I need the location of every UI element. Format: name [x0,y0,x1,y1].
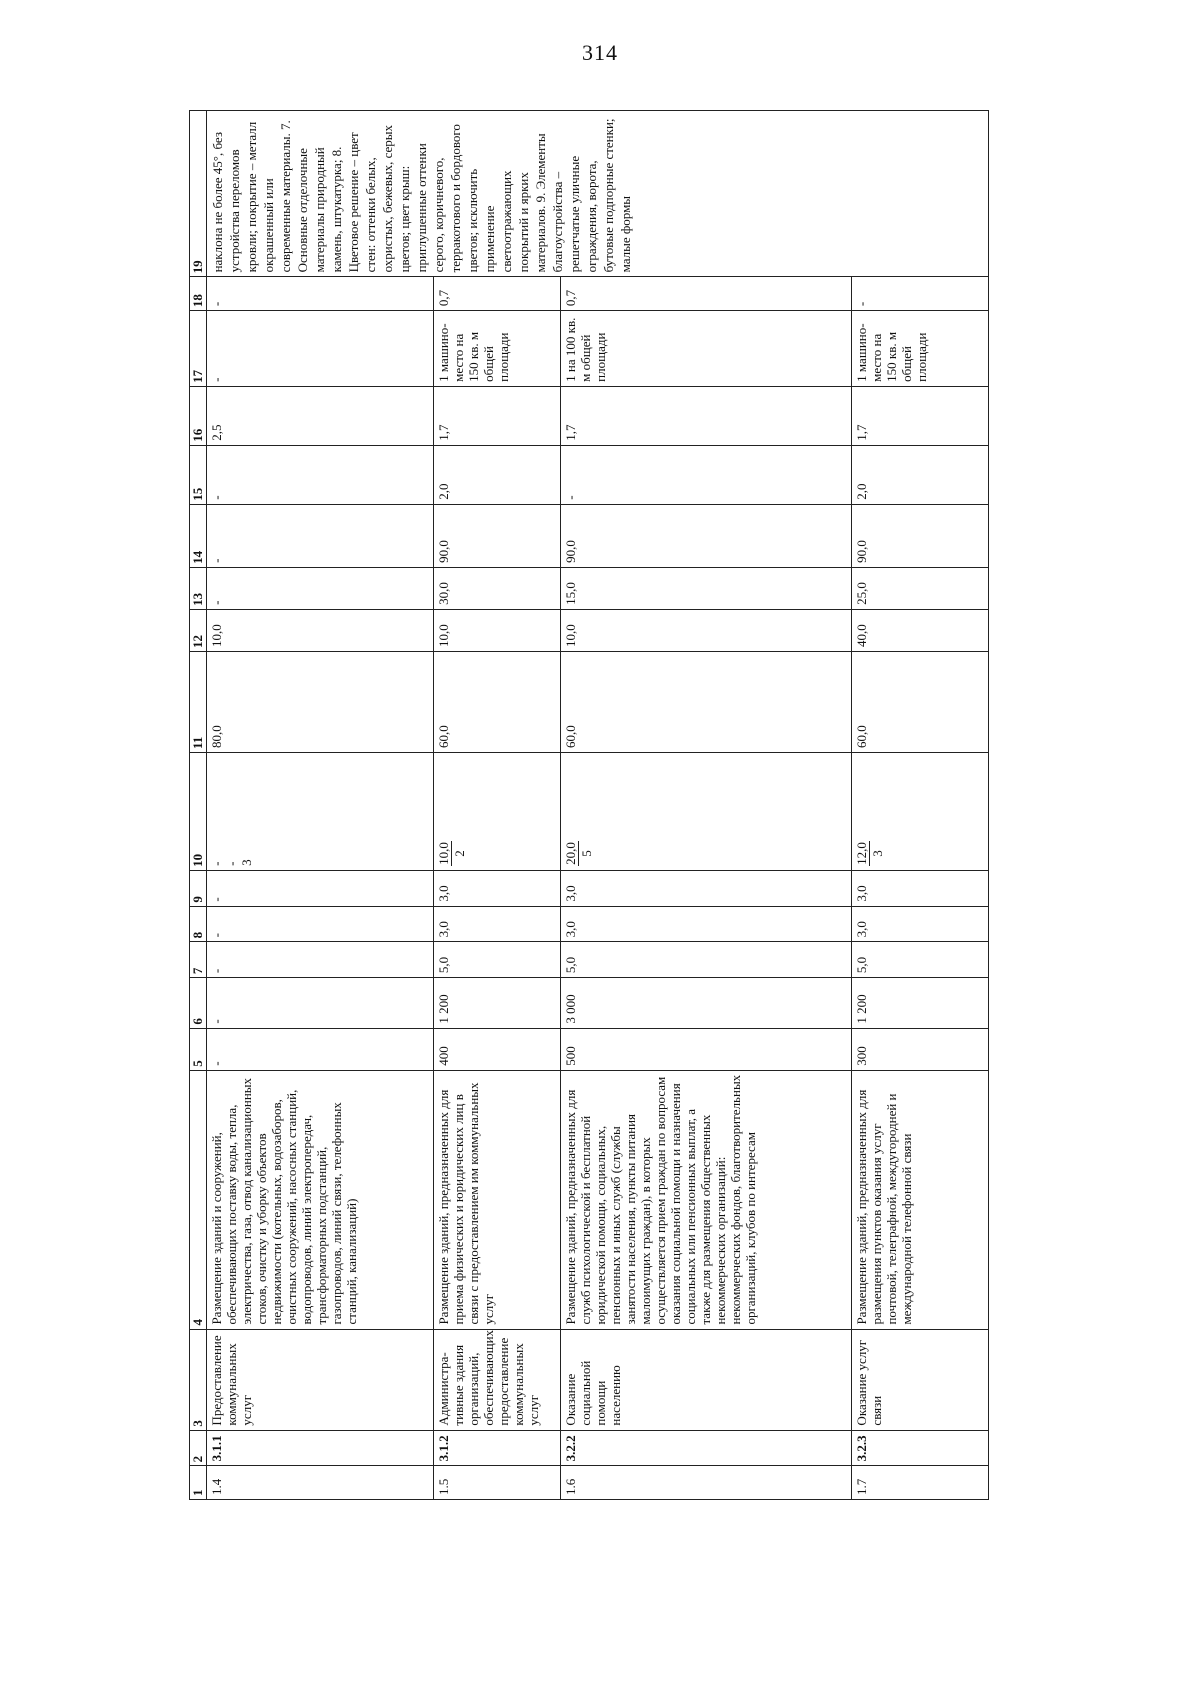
cell-c8: 3,0 [434,906,561,942]
rotated-table-container [189,110,989,1500]
cell-c12: 40,0 [851,609,988,651]
cell-description: Размещение зданий, предназначенных для размещения пунктов оказания услуг почтовой, телеграфной, междугородней и международной телефонной связи [851,1070,988,1329]
cell-description: Размещение зданий и сооружений, обеспечивающих поставку воды, тепла, электричества, газа, отвод канализационных стоков, очистку и уборку объектов недвижимости (котельных, водозаборов, очистных сооружений, насосных станций, водопроводов, линий электропередач, трансформаторных подстанций, газопроводов, линий связи, телефонных станций, канализаций) [207,1070,434,1329]
cell-use-type: Администра-тивные здания организаций, обеспечивающих предоставление коммунальных услуг [434,1329,561,1430]
cell-c9: 3,0 [434,870,561,906]
col-header-4: 4 [190,1070,207,1329]
cell-c10 [434,752,561,870]
cell-c15: - [561,445,852,504]
floors-line: - [209,861,224,866]
fraction-denominator: 3 [869,850,885,857]
cell-c10 [207,752,434,870]
cell-c18: 0,7 [561,277,852,311]
cell-c14: 90,0 [561,504,852,567]
cell-c7: 5,0 [561,942,852,978]
cell-c14: - [207,504,434,567]
cell-architectural-requirements: наклона не более 45°, без устройства переломов кровли; покрытие – металл окрашенный или современные материалы. 7. Основные отделочные материалы природный камень, штукатурка; 8. Цветовое решение – цвет стен: оттенки белых, охристых, бежевых, серых цветов; цвет крыш: приглушенные оттенки серого, коричневого, терракотового и бордового цветов; исключить применение светоотражающих покрытий и ярких материалов. 9. Элементы благоустройства – решетчатые уличные ограждения, ворота, бутовые подпорные стенки; малые формы [207,111,989,277]
floors-line: - [224,861,239,866]
cell-c18: - [851,277,988,311]
cell-c6: 1 200 [434,978,561,1029]
cell-c6: 3 000 [561,978,852,1029]
zoning-regulations-table [189,110,989,1500]
cell-c13: 15,0 [561,567,852,609]
col-header-2: 2 [190,1430,207,1466]
col-header-16: 16 [190,386,207,445]
cell-c10 [851,752,988,870]
col-header-15: 15 [190,445,207,504]
cell-row-number: 1.7 [851,1466,988,1500]
cell-c16: 1,7 [561,386,852,445]
floors-line: 3 [239,859,254,866]
cell-c12: 10,0 [561,609,852,651]
cell-code: 3.1.2 [434,1430,561,1466]
cell-c15: - [207,445,434,504]
cell-c12: 10,0 [207,609,434,651]
table-row [851,111,988,1500]
cell-c5: 500 [561,1028,852,1070]
table-row [207,111,434,1500]
cell-c17: 1 машино-место на 150 кв. м общей площади [851,311,988,387]
cell-c13: 30,0 [434,567,561,609]
floors-fraction [854,841,885,866]
cell-c8: 3,0 [851,906,988,942]
floors-fraction [563,841,594,866]
cell-c14: 90,0 [434,504,561,567]
cell-row-number: 1.4 [207,1466,434,1500]
cell-c6: 1 200 [851,978,988,1029]
fraction-denominator: 2 [452,850,468,857]
page-number: 314 [582,40,618,65]
col-header-8: 8 [190,906,207,942]
cell-c7: - [207,942,434,978]
cell-code: 3.2.3 [851,1430,988,1466]
floors-stack [209,757,254,866]
col-header-9: 9 [190,870,207,906]
cell-c10 [561,752,852,870]
cell-c5: - [207,1028,434,1070]
cell-c8: - [207,906,434,942]
cell-c16: 1,7 [434,386,561,445]
cell-c18: 0,7 [434,277,561,311]
cell-c18: - [207,277,434,311]
table-row [561,111,852,1500]
col-header-10: 10 [190,752,207,870]
floors-fraction [436,841,467,866]
fraction-numerator: 12,0 [853,842,869,865]
cell-c9: 3,0 [561,870,852,906]
cell-c7: 5,0 [434,942,561,978]
cell-row-number: 1.6 [561,1466,852,1500]
cell-c15: 2,0 [851,445,988,504]
fraction-denominator: 5 [579,850,595,857]
cell-c8: 3,0 [561,906,852,942]
col-header-18: 18 [190,277,207,311]
col-header-7: 7 [190,942,207,978]
cell-c13: - [207,567,434,609]
col-header-5: 5 [190,1028,207,1070]
col-header-19: 19 [190,111,207,277]
cell-c5: 300 [851,1028,988,1070]
cell-use-type: Предоставление коммунальных услуг [207,1329,434,1430]
col-header-17: 17 [190,311,207,387]
fraction-numerator: 20,0 [563,842,579,865]
col-header-1: 1 [190,1466,207,1500]
col-header-12: 12 [190,609,207,651]
fraction-numerator: 10,0 [436,842,452,865]
col-header-6: 6 [190,978,207,1029]
cell-row-number: 1.5 [434,1466,561,1500]
col-header-3: 3 [190,1329,207,1430]
cell-c17: 1 на 100 кв. м общей площади [561,311,852,387]
column-number-row [190,111,207,1500]
cell-c16: 1,7 [851,386,988,445]
cell-use-type: Оказание социальной помощи населению [561,1329,852,1430]
cell-c9: 3,0 [851,870,988,906]
col-header-13: 13 [190,567,207,609]
table-row [434,111,561,1500]
cell-c15: 2,0 [434,445,561,504]
cell-c11: 80,0 [207,651,434,752]
cell-c17: 1 машино-место на 150 кв. м общей площади [434,311,561,387]
cell-description: Размещение зданий, предназначенных для приема физических и юридических лиц в связи с предоставлением им коммунальных услуг [434,1070,561,1329]
col-header-14: 14 [190,504,207,567]
cell-c11: 60,0 [561,651,852,752]
cell-c5: 400 [434,1028,561,1070]
cell-c14: 90,0 [851,504,988,567]
cell-c6: - [207,978,434,1029]
cell-c11: 60,0 [851,651,988,752]
cell-c12: 10,0 [434,609,561,651]
cell-c17: - [207,311,434,387]
cell-c11: 60,0 [434,651,561,752]
cell-code: 3.2.2 [561,1430,852,1466]
col-header-11: 11 [190,651,207,752]
cell-c13: 25,0 [851,567,988,609]
cell-code: 3.1.1 [207,1430,434,1466]
cell-c7: 5,0 [851,942,988,978]
cell-c16: 2,5 [207,386,434,445]
cell-use-type: Оказание услуг связи [851,1329,988,1430]
cell-c9: - [207,870,434,906]
cell-description: Размещение зданий, предназначенных для служб психологической и бесплатной юридической помощи, социальных, пенсионных и иных служб (службы занятости населения, пункты питания малоимущих граждан), в которых осуществляется прием граждан по вопросам оказания социальной помощи и назначения социальных или пенсионных выплат, а также для размещения общественных некоммерческих организаций: некоммерческих фондов, благотворительных организаций, клубов по интересам [561,1070,852,1329]
